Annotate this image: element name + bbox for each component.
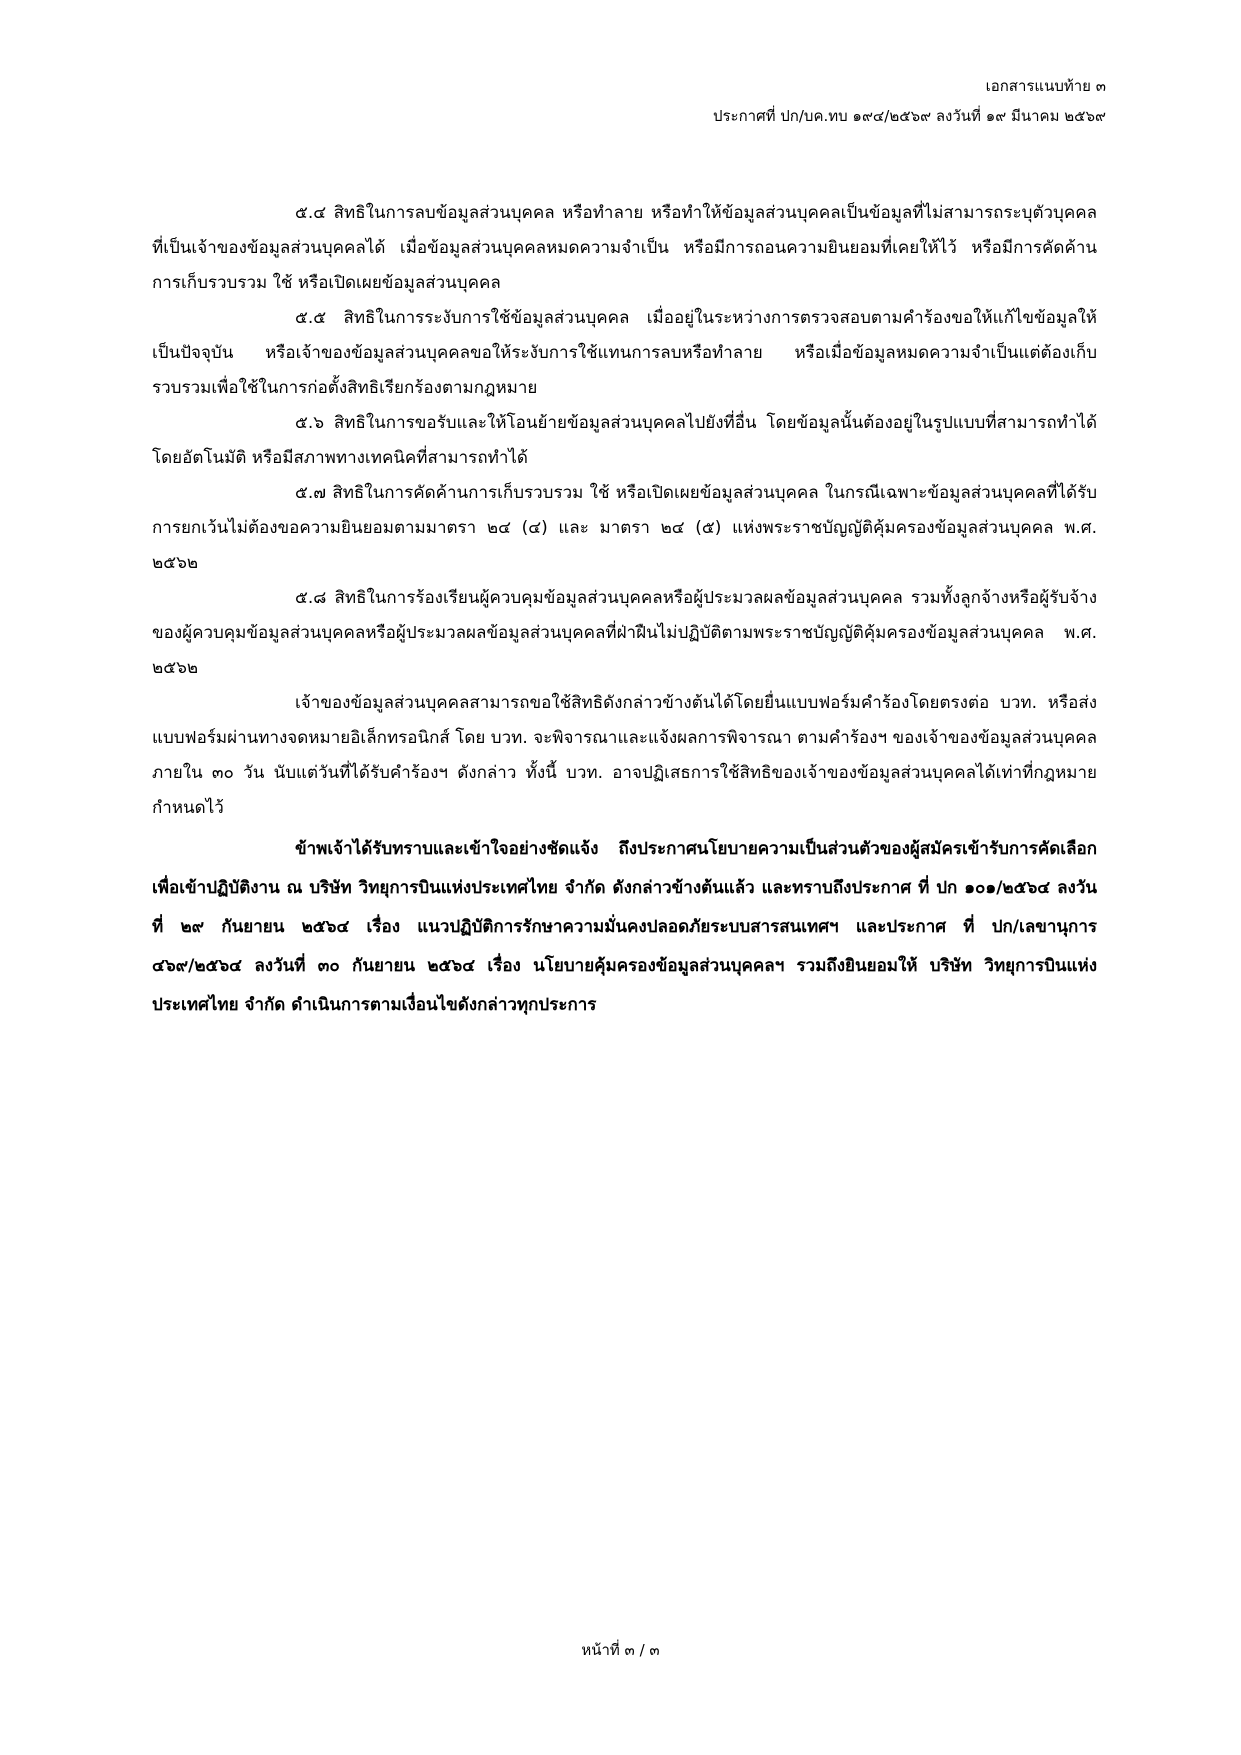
paragraph-exercise-rights: เจ้าของข้อมูลส่วนบุคคลสามารถขอใช้สิทธิดังกล่าวข้างต้นได้โดยยื่นแบบฟอร์มคำร้องโดยตรงต่อ บวท. หรือส่งแบบฟอร์มผ่านทางจดหมายอิเล็กทรอนิกส์ โดย บวท. จะพิจารณาและแจ้งผลการพิจารณา ตามคำร้องฯ ของเจ้าของข้อมูลส่วนบุคคลภายใน ๓๐ วัน นับแต่วันที่ได้รับคำร้องฯ ดังกล่าว ทั้งนี้ บวท. อาจปฏิเสธการใช้สิทธิของเจ้าของข้อมูลส่วนบุคคลได้เท่าที่กฎหมายกำหนดไว้ [152,693,1097,818]
announcement-reference: ประกาศที่ ปก/บค.ทบ ๑๙๔/๒๕๖๙ ลงวันที่ ๑๙ มีนาคม ๒๕๖๙ [712,107,1106,125]
paragraph-right-to-complain: ๕.๘ สิทธิในการร้องเรียนผู้ควบคุมข้อมูลส่วนบุคคลหรือผู้ประมวลผลข้อมูลส่วนบุคคล รวมทั้งลูกจ้างหรือผู้รับจ้างของผู้ควบคุมข้อมูลส่วนบุคคลหรือผู้ประมวลผลข้อมูลส่วนบุคคลที่ฝ่าฝืนไม่ปฏิบัติตามพระราชบัญญัติคุ้มครองข้อมูลส่วนบุคคล พ.ศ. ๒๕๖๒ [152,588,1097,678]
paragraph-right-to-object: ๕.๗ สิทธิในการคัดค้านการเก็บรวบรวม ใช้ หรือเปิดเผยข้อมูลส่วนบุคคล ในกรณีเฉพาะข้อมูลส่วนบุคคลที่ได้รับการยกเว้นไม่ต้องขอความยินยอมตามมาตรา ๒๔ (๔) และ มาตรา ๒๔ (๕) แห่งพระราชบัญญัติคุ้มครองข้อมูลส่วนบุคคล พ.ศ. ๒๕๖๒ [152,483,1097,573]
paragraph-right-to-portability: ๕.๖ สิทธิในการขอรับและให้โอนย้ายข้อมูลส่วนบุคคลไปยังที่อื่น โดยข้อมูลนั้นต้องอยู่ในรูปแบบที่สามารถทำได้โดยอัตโนมัติ หรือมีสภาพทางเทคนิคที่สามารถทำได้ [152,413,1097,468]
document-body [152,196,1097,1025]
paragraph-right-to-restrict: ๕.๕ สิทธิในการระงับการใช้ข้อมูลส่วนบุคคล เมื่ออยู่ในระหว่างการตรวจสอบตามคำร้องขอให้แก้ไขข้อมูลให้เป็นปัจจุบัน หรือเจ้าของข้อมูลส่วนบุคคลขอให้ระงับการใช้แทนการลบหรือทำลาย หรือเมื่อข้อมูลหมดความจำเป็นแต่ต้องเก็บรวบรวมเพื่อใช้ในการก่อตั้งสิทธิเรียกร้องตามกฎหมาย [152,308,1097,398]
acknowledgement-statement: ข้าพเจ้าได้รับทราบและเข้าใจอย่างชัดแจ้ง ถึงประกาศนโยบายความเป็นส่วนตัวของผู้สมัครเข้ารับการคัดเลือกเพื่อเข้าปฏิบัติงาน ณ บริษัท วิทยุการบินแห่งประเทศไทย จำกัด ดังกล่าวข้างต้นแล้ว และทราบถึงประกาศ ที่ ปก ๑๐๑/๒๕๖๔ ลงวันที่ ๒๙ กันยายน ๒๕๖๔ เรื่อง แนวปฏิบัติการรักษาความมั่นคงปลอดภัยระบบสารสนเทศฯ และประกาศ ที่ ปก/เลขานุการ ๔๖๙/๒๕๖๔ ลงวันที่ ๓๐ กันยายน ๒๕๖๔ เรื่อง นโยบายคุ้มครองข้อมูลส่วนบุคคลฯ รวมถึงยินยอมให้ บริษัท วิทยุการบินแห่งประเทศไทย จำกัด ดำเนินการตามเงื่อนไขดังกล่าวทุกประการ [152,839,1097,1015]
page-number: หน้าที่ ๓ / ๓ [581,1641,660,1659]
paragraph-right-to-erasure: ๕.๔ สิทธิในการลบข้อมูลส่วนบุคคล หรือทำลาย หรือทำให้ข้อมูลส่วนบุคคลเป็นข้อมูลที่ไม่สามารถระบุตัวบุคคลที่เป็นเจ้าของข้อมูลส่วนบุคคลได้ เมื่อข้อมูลส่วนบุคคลหมดความจำเป็น หรือมีการถอนความยินยอมที่เคยให้ไว้ หรือมีการคัดค้านการเก็บรวบรวม ใช้ หรือเปิดเผยข้อมูลส่วนบุคคล [152,203,1097,293]
attachment-label: เอกสารแนบท้าย ๓ [985,77,1106,95]
